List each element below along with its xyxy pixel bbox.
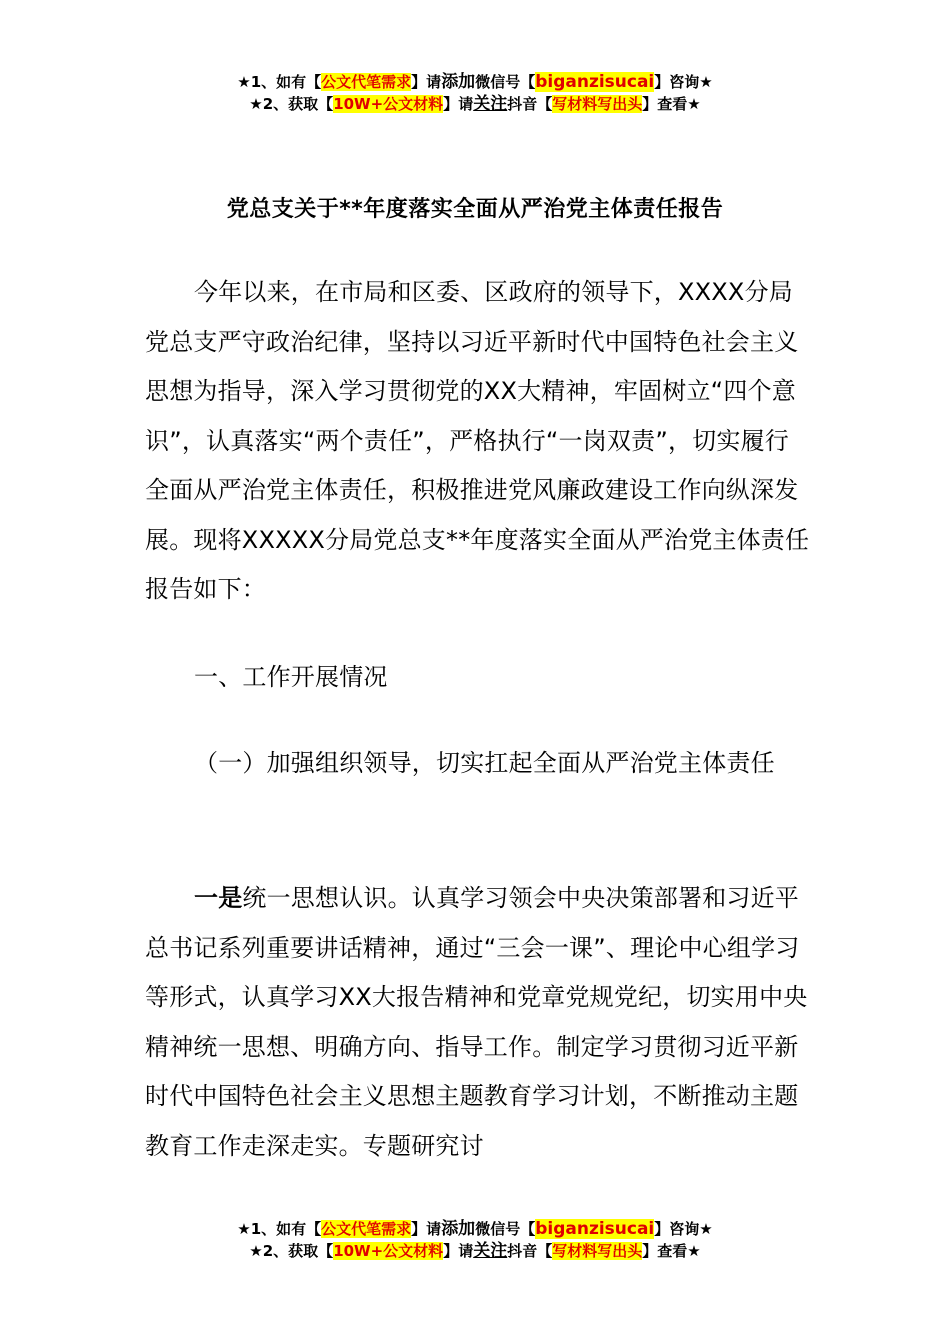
notice-text: 】咨询★: [654, 73, 713, 91]
notice-text: 抖音【: [507, 95, 553, 113]
notice-line-1: [0, 1218, 950, 1240]
heading-text: （一）加强组织领导，切实扛起全面从严治党主体责任: [194, 749, 775, 777]
notice-line-1: [0, 71, 950, 93]
document-title: 党总支关于**年度落实全面从严治党主体责任报告: [226, 197, 724, 222]
emphasis-text: 添加: [441, 72, 476, 92]
paragraph-text: [145, 874, 810, 1171]
emphasis-text: 关注: [473, 94, 508, 114]
notice-text: ★1、如有【: [237, 1220, 322, 1238]
douyin-id: 写材料写出头: [552, 95, 643, 113]
footer-notice: [0, 1218, 950, 1262]
notice-text: 】咨询★: [654, 1220, 713, 1238]
highlight-text: 公文代笔需求: [321, 73, 412, 91]
notice-text: 微信号【: [475, 1220, 536, 1238]
highlight-text: 10W+公文材料: [333, 95, 444, 113]
emphasis-text: 关注: [473, 1241, 508, 1261]
notice-text: 】请: [411, 73, 442, 91]
douyin-id: 写材料写出头: [552, 1242, 643, 1260]
notice-text: ★1、如有【: [237, 73, 322, 91]
notice-text: 】请: [411, 1220, 442, 1238]
wechat-id: biganzisucai: [535, 1219, 655, 1239]
emphasis-text: 添加: [441, 1219, 476, 1239]
notice-text: 】请: [443, 1242, 474, 1260]
notice-text: ★2、获取【: [249, 1242, 334, 1260]
notice-text: 微信号【: [475, 73, 536, 91]
notice-text: 】查看★: [642, 1242, 701, 1260]
paragraph-intro: [145, 268, 810, 615]
highlight-text: 公文代笔需求: [321, 1220, 412, 1238]
notice-text: 】请: [443, 95, 474, 113]
wechat-id: biganzisucai: [535, 72, 655, 92]
notice-text: 】查看★: [642, 95, 701, 113]
notice-line-2: [0, 1240, 950, 1262]
notice-line-2: [0, 93, 950, 115]
section-heading: [145, 653, 810, 703]
notice-text: ★2、获取【: [249, 95, 334, 113]
subsection-heading: [145, 739, 810, 789]
item-text: 统一思想认识。认真学习领会中央决策部署和习近平总书记系列重要讲话精神，通过“三会一课”、理论中心组学习等形式，认真学习XX大报告精神和党章党规党纪，切实用中央精神统一思想、明确方向、指导工作。制定学习贯彻习近平新时代中国特色社会主义思想主题教育学习计划，不断推动主题教育工作走深走实。专题研究讨: [145, 884, 808, 1160]
item-marker: 一是: [194, 884, 243, 912]
heading-text: 一、工作开展情况: [194, 663, 388, 691]
header-notice: [0, 71, 950, 115]
highlight-text: 10W+公文材料: [333, 1242, 444, 1260]
notice-text: 抖音【: [507, 1242, 553, 1260]
paragraph-text: 今年以来，在市局和区委、区政府的领导下，XXXX分局党总支严守政治纪律，坚持以习近平新时代中国特色社会主义思想为指导，深入学习贯彻党的XX大精神，牢固树立“四个意识”，认真落实“两个责任”，严格执行“一岗双责”，切实履行全面从严治党主体责任，积极推进党风廉政建设工作向纵深发展。现将XXXXX分局党总支**年度落实全面从严治党主体责任报告如下：: [145, 278, 810, 603]
paragraph-item: [145, 874, 810, 1171]
